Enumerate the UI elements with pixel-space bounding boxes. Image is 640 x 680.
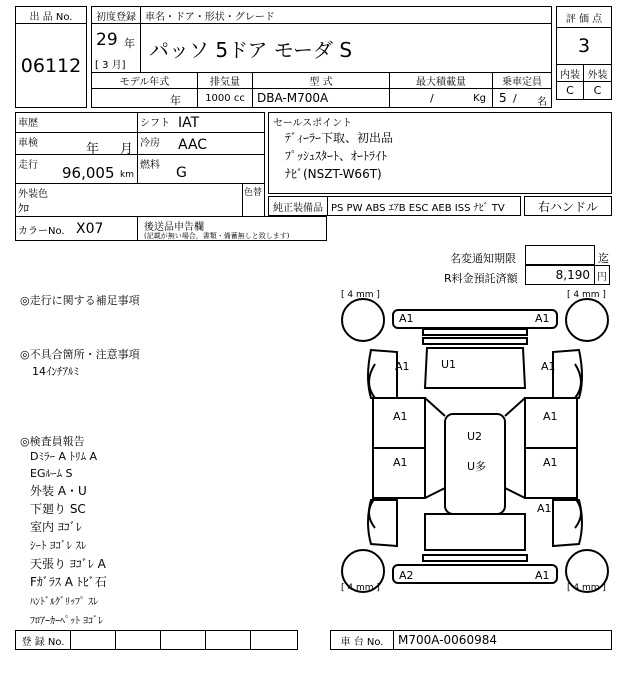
mileage-cell <box>15 154 138 184</box>
c-pillars <box>425 488 525 498</box>
model-label: 型 式 <box>252 72 390 89</box>
max-load: / <box>430 92 434 105</box>
wheel-front-right <box>566 299 608 341</box>
first-reg-year-unit: 年 <box>124 37 135 50</box>
defect-item: 14ｲﾝﾁｱﾙﾐ <box>32 365 79 378</box>
shift: IAT <box>178 115 200 131</box>
chassis-label: 車 台 No. <box>330 630 394 650</box>
inspector-title: ◎検査員報告 <box>20 435 85 448</box>
inspector-item: ﾊﾝﾄﾞﾙｸﾞﾘｯﾌﾟ ｽﾚ <box>30 597 99 608</box>
fuel: G <box>176 165 187 181</box>
first-reg-month: [ 3 月] <box>95 60 126 71</box>
docs-cell <box>137 216 327 241</box>
inspector-item: ﾌﾛｱｰｶｰﾍﾟｯﾄ ﾖｺﾞﾚ <box>30 616 104 627</box>
car-name: パッソ 5ドア モーダ S <box>140 23 552 73</box>
first-reg-year: 29 <box>96 30 118 50</box>
damage-rear-bumper: A2 <box>399 569 414 582</box>
damage-front-bumper-right: A1 <box>535 312 550 325</box>
ac-cell <box>137 132 265 155</box>
capacity-label: 乗車定員 <box>492 72 552 89</box>
sales-point-2: ﾌﾟｯｼｭｽﾀｰﾄ、ｵｰﾄﾗｲﾄ <box>285 149 388 163</box>
fender-front-left <box>368 350 397 398</box>
rear-bumper <box>393 565 557 583</box>
capacity-sep: / <box>513 92 517 105</box>
inspection-month: 月 <box>120 142 134 157</box>
inspector-item: Dﾐﾗｰ A ﾄﾘﾑ A <box>30 450 98 463</box>
car-damage-diagram <box>335 288 613 604</box>
damage-roof-top: U2 <box>467 430 483 443</box>
reg-no-cell-1 <box>70 630 116 650</box>
damage-fender-fl: A1 <box>395 360 410 373</box>
reg-no-cell-3 <box>160 630 206 650</box>
fuel-label: 燃料 <box>140 160 160 171</box>
front-grille-lower <box>423 338 527 344</box>
damage-windshield: U1 <box>441 358 457 371</box>
inspector-item: 外装 A・U <box>30 484 87 498</box>
door-front-left-outline <box>373 398 425 448</box>
name-change-value <box>525 245 595 265</box>
rear-panel-upper <box>423 555 527 561</box>
tire-bl: [ 4 mm ] <box>341 583 380 593</box>
inspector-item: 下廻り SC <box>30 502 86 516</box>
ext-color-label: 外装色 <box>18 189 48 200</box>
tire-tl: [ 4 mm ] <box>341 290 380 300</box>
model-year-unit: 年 <box>170 94 181 107</box>
capacity-unit: 名 <box>537 97 547 108</box>
color-change-label: 色替 <box>244 188 263 198</box>
docs-label: 後送品申告欄 <box>144 222 204 233</box>
model: DBA-M700A <box>252 88 390 108</box>
ac-label: 冷房 <box>140 138 160 149</box>
sales-point-1: ﾃﾞｨｰﾗｰ下取、初出品 <box>285 131 394 145</box>
damage-fender-fr: A1 <box>541 360 556 373</box>
inspector-item: EGﾙｰﾑ S <box>30 467 73 480</box>
sales-points-box <box>268 112 612 194</box>
damage-door-fl: A1 <box>393 410 408 423</box>
displacement-label: 排気量 <box>197 72 253 89</box>
front-bumper <box>393 310 557 328</box>
exterior-label: 外装 <box>583 64 612 82</box>
damage-door-fr: A1 <box>543 410 558 423</box>
equipment-label: 純正装備品 <box>268 196 328 216</box>
fuel-cell <box>137 154 265 184</box>
capacity-cell <box>492 88 552 108</box>
shift-cell <box>137 112 265 133</box>
max-load-unit: Kg <box>473 93 486 104</box>
car-name-label: 車名・ドア・形状・グレード <box>140 6 552 24</box>
fender-front-right <box>553 350 582 398</box>
recycle-label: R料金預託済額 <box>444 272 518 285</box>
tire-br: [ 4 mm ] <box>567 583 606 593</box>
inspection-year: 年 <box>86 142 100 157</box>
sales-points-label: セールスポイント <box>273 118 353 129</box>
wheel-front-left <box>342 299 384 341</box>
color-no-label: カラーNo. <box>18 226 65 237</box>
inspector-item: ｼｰﾄ ﾖｺﾞﾚ ｽﾚ <box>30 539 87 552</box>
door-front-right-outline <box>525 398 577 448</box>
recycle-value-cell <box>525 265 595 285</box>
mileage-label: 走行 <box>18 160 38 171</box>
lot-no-label: 出 品 No. <box>15 6 87 24</box>
exterior-grade: C <box>583 81 612 100</box>
name-change-label: 名変通知期限 <box>450 252 516 265</box>
score-label: 評 価 点 <box>556 6 612 28</box>
model-year-value-cell <box>91 88 198 108</box>
name-change-unit: 迄 <box>598 252 609 265</box>
lot-no: 06112 <box>15 23 87 108</box>
color-no: X07 <box>76 221 104 237</box>
color-change-cell <box>242 183 265 217</box>
interior-grade: C <box>556 81 584 100</box>
hood-outline <box>425 348 525 388</box>
inspection-cell <box>15 132 138 155</box>
damage-rear-bumper-right: A1 <box>535 569 550 582</box>
defects-title: ◎不具合箇所・注意事項 <box>20 348 140 361</box>
displacement: 1000 cc <box>197 88 253 108</box>
tire-tr: [ 4 mm ] <box>567 290 606 300</box>
chassis-no: M700A-0060984 <box>393 630 612 650</box>
reg-no-cell-2 <box>115 630 161 650</box>
shift-label: シフト <box>140 118 170 129</box>
ext-color: ｸﾛ <box>18 202 29 215</box>
equipment: PS PW ABS ｴｱB ESC AEB ISS ﾅﾋﾞ TV <box>327 196 521 216</box>
capacity: 5 <box>499 91 507 105</box>
reg-no-cell-5 <box>250 630 298 650</box>
score: 3 <box>556 27 612 65</box>
mileage: 96,005 <box>62 164 115 182</box>
inspector-item: 室内 ﾖｺﾞﾚ <box>30 520 82 534</box>
model-year-label: モデル年式 <box>91 72 198 89</box>
sales-point-3: ﾅﾋﾞ(NSZT-W66T) <box>285 167 382 181</box>
damage-door-rl: A1 <box>393 456 408 469</box>
damage-quarter-rr: A1 <box>537 502 552 515</box>
recycle-unit: 円 <box>594 265 610 285</box>
max-load-cell <box>389 88 493 108</box>
history-label: 車歴 <box>18 118 38 129</box>
inspection-label: 車検 <box>18 138 38 149</box>
color-no-cell <box>15 216 138 241</box>
front-grille <box>423 329 527 335</box>
reg-no-label: 登 録 No. <box>15 630 71 650</box>
damage-roof-bottom: U多 <box>467 460 487 473</box>
steering: 右ハンドル <box>524 196 612 216</box>
history-cell <box>15 112 138 133</box>
reg-no-cell-4 <box>205 630 251 650</box>
inspector-item: Fｶﾞﾗｽ A ﾄﾋﾞ石 <box>30 575 107 589</box>
rear-gate <box>425 514 525 550</box>
first-reg-label: 初度登録 <box>91 6 141 24</box>
damage-front-bumper-left: A1 <box>399 312 414 325</box>
first-reg-box <box>91 23 141 73</box>
max-load-label: 最大積載量 <box>389 72 493 89</box>
ext-color-cell <box>15 183 243 217</box>
ac: AAC <box>178 137 208 153</box>
damage-door-rr: A1 <box>543 456 558 469</box>
recycle-value: 8,190 <box>555 268 590 282</box>
interior-label: 内装 <box>556 64 584 82</box>
docs-note: (記載が無い場合，書類・備蓄無しと致します) <box>144 232 290 240</box>
inspector-item: 天張り ﾖｺﾞﾚ A <box>30 557 106 571</box>
mileage-unit: km <box>120 170 134 180</box>
driving-notes-title: ◎走行に関する補足事項 <box>20 294 140 307</box>
